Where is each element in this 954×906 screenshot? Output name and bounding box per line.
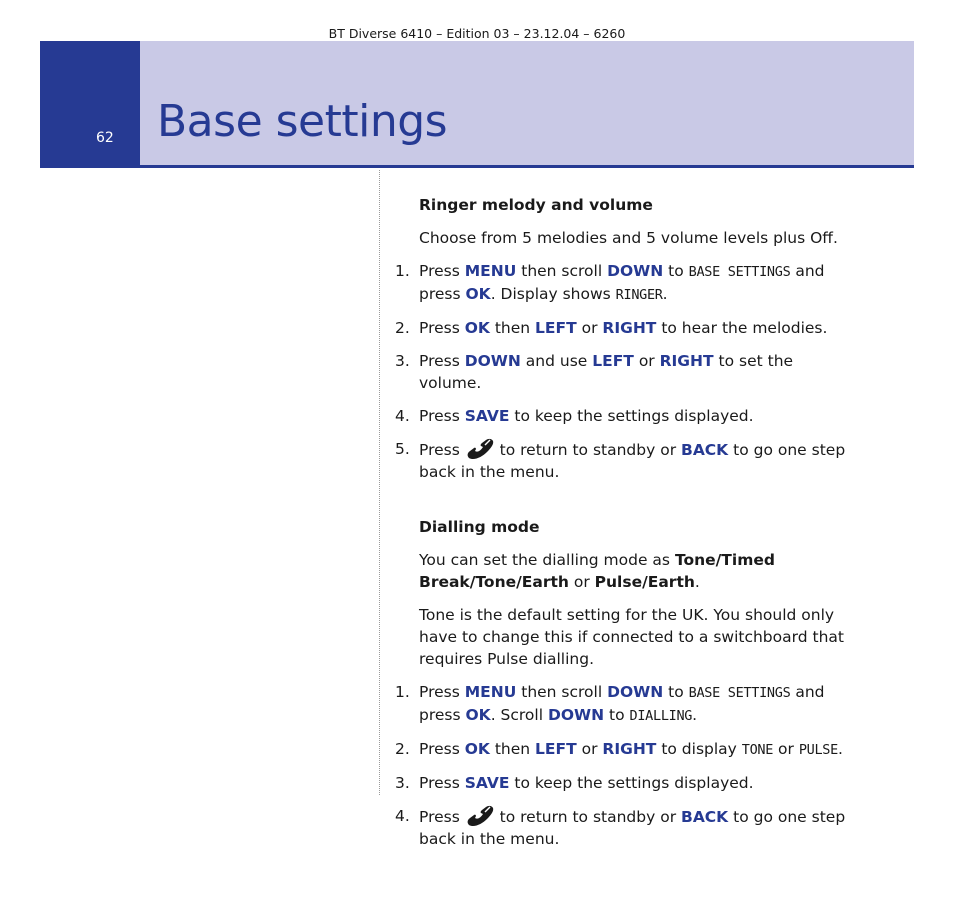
text: to go one step back in the menu. — [419, 441, 846, 481]
text: . — [662, 285, 668, 303]
section-heading-dialling: Dialling mode — [419, 518, 540, 536]
text: to — [663, 262, 689, 280]
text: to — [604, 706, 630, 724]
key-down: DOWN — [607, 262, 664, 280]
key-back: BACK — [681, 808, 729, 826]
text: Press — [419, 774, 465, 792]
text: or — [568, 573, 595, 591]
page-number: 62 — [96, 130, 114, 146]
display-text: TONE — [741, 742, 774, 758]
page-number-tab — [40, 41, 140, 168]
text: then — [489, 740, 536, 758]
text: or — [576, 319, 603, 337]
option-tone: Tone/Timed Break/Tone/Earth — [419, 551, 775, 591]
dialling-steps — [395, 681, 849, 850]
list-item — [395, 405, 849, 427]
list-item — [395, 317, 849, 339]
key-ok: OK — [465, 706, 491, 724]
key-ok: OK — [464, 319, 490, 337]
text: to keep the settings displayed. — [509, 407, 754, 425]
key-menu: MENU — [464, 683, 517, 701]
step-number: 2. — [395, 319, 410, 337]
list-item — [395, 805, 849, 850]
step-number: 4. — [395, 807, 410, 825]
key-left: LEFT — [535, 740, 577, 758]
text: Press — [419, 740, 465, 758]
key-ok: OK — [464, 740, 490, 758]
text: Press — [419, 262, 465, 280]
page-title: Base settings — [157, 96, 448, 147]
text: . Display shows — [490, 285, 616, 303]
text: to return to standby or — [494, 441, 681, 459]
step-number: 3. — [395, 774, 410, 792]
key-save: SAVE — [464, 407, 510, 425]
key-back: BACK — [681, 441, 729, 459]
key-down: DOWN — [607, 683, 664, 701]
key-ok: OK — [465, 285, 491, 303]
key-right: RIGHT — [602, 740, 657, 758]
text: then scroll — [516, 262, 608, 280]
text: and press — [419, 683, 825, 724]
text: to set the volume. — [419, 352, 794, 392]
text: . — [837, 740, 843, 758]
text: and press — [419, 262, 825, 303]
step-number: 1. — [395, 262, 410, 280]
ringer-steps — [395, 260, 849, 483]
text: to go one step back in the menu. — [419, 808, 846, 848]
text: then — [489, 319, 536, 337]
display-text: DIALLING — [629, 708, 693, 724]
key-right: RIGHT — [659, 352, 714, 370]
text: Press — [419, 808, 465, 826]
display-text: BASE SETTINGS — [688, 685, 791, 701]
key-left: LEFT — [592, 352, 634, 370]
running-header: BT Diverse 6410 – Edition 03 – 23.12.04 – 6260 — [328, 26, 626, 41]
text: Press — [419, 407, 465, 425]
text: or — [633, 352, 660, 370]
column-divider — [379, 170, 380, 795]
dialling-note: Tone is the default setting for the UK. You should only have to change this if connected to a switchboard that requires Pulse dialling. — [419, 606, 844, 668]
display-text: BASE SETTINGS — [688, 264, 791, 280]
key-down: DOWN — [464, 352, 521, 370]
text: . — [694, 573, 700, 591]
text: to hear the melodies. — [656, 319, 828, 337]
text: to — [663, 683, 689, 701]
text: to return to standby or — [494, 808, 681, 826]
text: or — [576, 740, 603, 758]
ringer-intro: Choose from 5 melodies and 5 volume levels plus Off. — [419, 229, 838, 247]
key-left: LEFT — [535, 319, 577, 337]
text: to keep the settings displayed. — [509, 774, 754, 792]
key-save: SAVE — [464, 774, 510, 792]
option-pulse: Pulse/Earth — [594, 573, 695, 591]
text: Press — [419, 441, 465, 459]
key-down: DOWN — [547, 706, 605, 724]
text: to display — [656, 740, 742, 758]
text: and use — [520, 352, 593, 370]
step-number: 3. — [395, 352, 410, 370]
display-text: PULSE — [798, 742, 838, 758]
step-number: 4. — [395, 407, 410, 425]
list-item — [395, 681, 849, 727]
text: You can set the dialling mode as — [419, 551, 675, 569]
key-menu: MENU — [464, 262, 517, 280]
text: Press — [419, 352, 465, 370]
list-item — [395, 738, 849, 761]
list-item — [395, 438, 849, 483]
text: or — [773, 740, 799, 758]
list-item — [395, 350, 849, 394]
main-content — [395, 194, 849, 861]
step-number: 1. — [395, 683, 410, 701]
list-item — [395, 772, 849, 794]
handset-icon — [465, 438, 495, 460]
text: Press — [419, 319, 465, 337]
text: Press — [419, 683, 465, 701]
key-right: RIGHT — [602, 319, 657, 337]
list-item — [395, 260, 849, 306]
handset-icon — [465, 805, 495, 827]
dialling-intro — [419, 549, 849, 593]
text: . — [692, 706, 698, 724]
section-heading-ringer: Ringer melody and volume — [419, 196, 653, 214]
display-text: RINGER — [615, 287, 663, 303]
step-number: 5. — [395, 440, 410, 458]
step-number: 2. — [395, 740, 410, 758]
text: . Scroll — [490, 706, 548, 724]
text: then scroll — [516, 683, 608, 701]
